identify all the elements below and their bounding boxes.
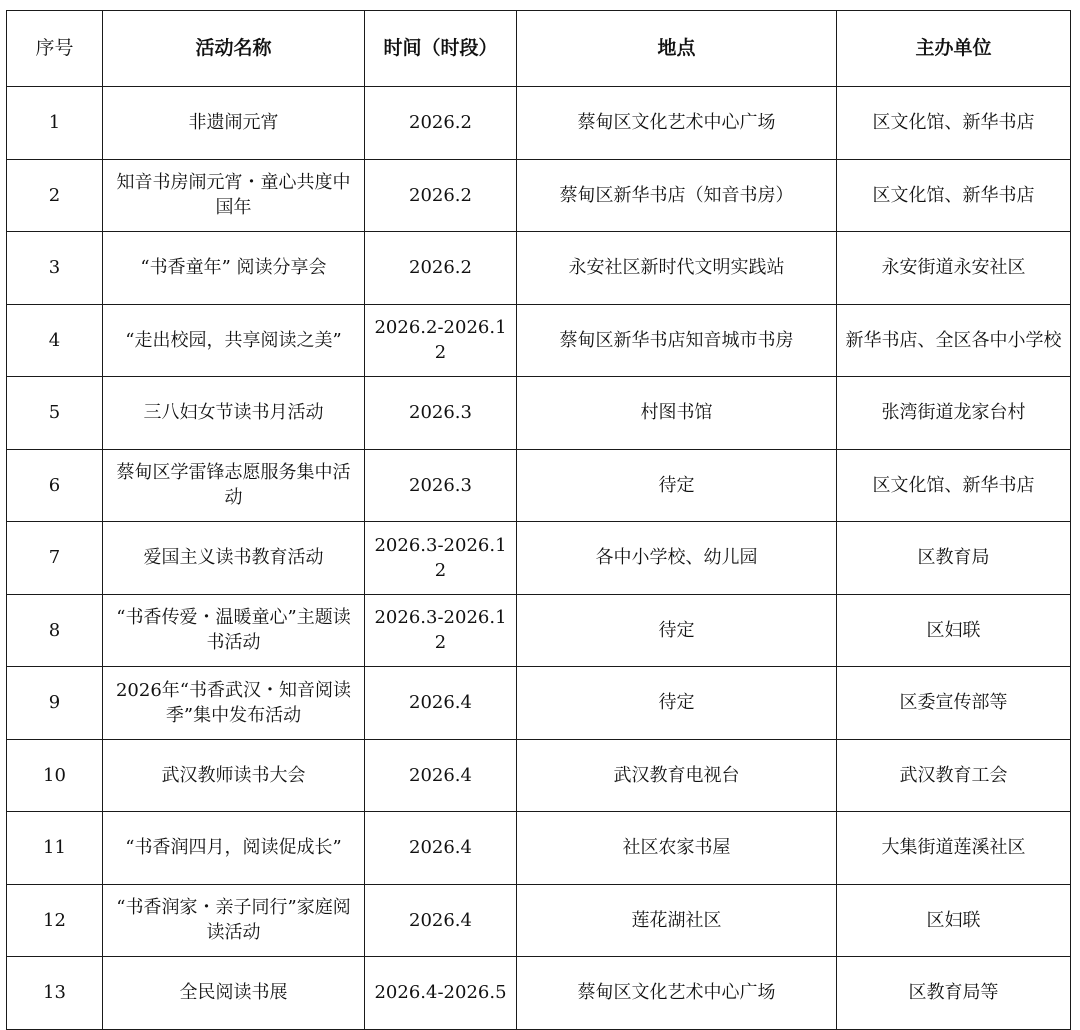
cell-organizer: 张湾街道龙家台村 bbox=[837, 377, 1071, 450]
cell-location: 蔡甸区文化艺术中心广场 bbox=[517, 87, 837, 160]
cell-serial-number: 12 bbox=[7, 884, 103, 957]
cell-time-period: 2026.4-2026.5 bbox=[365, 957, 517, 1030]
table-body bbox=[7, 87, 1071, 1030]
cell-organizer: 区文化馆、新华书店 bbox=[837, 449, 1071, 522]
cell-time-period: 2026.4 bbox=[365, 812, 517, 885]
table-row bbox=[7, 812, 1071, 885]
table-row bbox=[7, 377, 1071, 450]
cell-serial-number: 13 bbox=[7, 957, 103, 1030]
cell-organizer: 区委宣传部等 bbox=[837, 667, 1071, 740]
cell-serial-number: 5 bbox=[7, 377, 103, 450]
cell-location: 待定 bbox=[517, 594, 837, 667]
cell-serial-number: 1 bbox=[7, 87, 103, 160]
cell-serial-number: 9 bbox=[7, 667, 103, 740]
cell-serial-number: 3 bbox=[7, 232, 103, 305]
cell-time-period: 2026.4 bbox=[365, 739, 517, 812]
cell-time-period: 2026.2-2026.12 bbox=[365, 304, 517, 377]
cell-time-period: 2026.2 bbox=[365, 159, 517, 232]
table-row bbox=[7, 232, 1071, 305]
cell-location: 永安社区新时代文明实践站 bbox=[517, 232, 837, 305]
header-time-period: 时间（时段） bbox=[365, 11, 517, 87]
cell-activity-name: 知音书房闹元宵・童心共度中国年 bbox=[103, 159, 365, 232]
cell-time-period: 2026.2 bbox=[365, 232, 517, 305]
cell-activity-name: 三八妇女节读书月活动 bbox=[103, 377, 365, 450]
cell-organizer: 武汉教育工会 bbox=[837, 739, 1071, 812]
table-row bbox=[7, 739, 1071, 812]
cell-location: 蔡甸区新华书店知音城市书房 bbox=[517, 304, 837, 377]
cell-organizer: 区妇联 bbox=[837, 884, 1071, 957]
cell-organizer: 永安街道永安社区 bbox=[837, 232, 1071, 305]
cell-time-period: 2026.2 bbox=[365, 87, 517, 160]
cell-organizer: 区教育局等 bbox=[837, 957, 1071, 1030]
cell-organizer: 区妇联 bbox=[837, 594, 1071, 667]
cell-activity-name: “书香润家・亲子同行”家庭阅读活动 bbox=[103, 884, 365, 957]
cell-activity-name: 2026年“书香武汉・知音阅读季”集中发布活动 bbox=[103, 667, 365, 740]
table-row bbox=[7, 594, 1071, 667]
cell-activity-name: “书香童年” 阅读分享会 bbox=[103, 232, 365, 305]
header-location: 地点 bbox=[517, 11, 837, 87]
cell-serial-number: 6 bbox=[7, 449, 103, 522]
table-row bbox=[7, 159, 1071, 232]
cell-activity-name: 爱国主义读书教育活动 bbox=[103, 522, 365, 595]
table-row bbox=[7, 522, 1071, 595]
cell-activity-name: 非遗闹元宵 bbox=[103, 87, 365, 160]
cell-time-period: 2026.4 bbox=[365, 667, 517, 740]
cell-activity-name: 蔡甸区学雷锋志愿服务集中活动 bbox=[103, 449, 365, 522]
cell-time-period: 2026.3-2026.12 bbox=[365, 522, 517, 595]
cell-location: 待定 bbox=[517, 667, 837, 740]
cell-serial-number: 7 bbox=[7, 522, 103, 595]
cell-organizer: 区文化馆、新华书店 bbox=[837, 87, 1071, 160]
table-row bbox=[7, 87, 1071, 160]
cell-organizer: 区文化馆、新华书店 bbox=[837, 159, 1071, 232]
table-row bbox=[7, 304, 1071, 377]
cell-location: 蔡甸区文化艺术中心广场 bbox=[517, 957, 837, 1030]
cell-activity-name: “书香传爱・温暖童心”主题读书活动 bbox=[103, 594, 365, 667]
cell-location: 村图书馆 bbox=[517, 377, 837, 450]
cell-location: 待定 bbox=[517, 449, 837, 522]
cell-location: 各中小学校、幼儿园 bbox=[517, 522, 837, 595]
cell-time-period: 2026.3 bbox=[365, 377, 517, 450]
table-row bbox=[7, 957, 1071, 1030]
cell-serial-number: 11 bbox=[7, 812, 103, 885]
cell-organizer: 新华书店、全区各中小学校 bbox=[837, 304, 1071, 377]
table-row bbox=[7, 667, 1071, 740]
cell-organizer: 大集街道莲溪社区 bbox=[837, 812, 1071, 885]
cell-time-period: 2026.4 bbox=[365, 884, 517, 957]
cell-time-period: 2026.3 bbox=[365, 449, 517, 522]
table-header bbox=[7, 11, 1071, 87]
header-serial-number: 序号 bbox=[7, 11, 103, 87]
header-activity-name: 活动名称 bbox=[103, 11, 365, 87]
cell-serial-number: 4 bbox=[7, 304, 103, 377]
table-row bbox=[7, 449, 1071, 522]
cell-organizer: 区教育局 bbox=[837, 522, 1071, 595]
cell-location: 蔡甸区新华书店（知音书房） bbox=[517, 159, 837, 232]
table-row bbox=[7, 884, 1071, 957]
cell-activity-name: “书香润四月，阅读促成长” bbox=[103, 812, 365, 885]
header-row bbox=[7, 11, 1071, 87]
cell-activity-name: 武汉教师读书大会 bbox=[103, 739, 365, 812]
header-organizer: 主办单位 bbox=[837, 11, 1071, 87]
cell-location: 莲花湖社区 bbox=[517, 884, 837, 957]
cell-serial-number: 2 bbox=[7, 159, 103, 232]
cell-time-period: 2026.3-2026.12 bbox=[365, 594, 517, 667]
cell-location: 武汉教育电视台 bbox=[517, 739, 837, 812]
cell-activity-name: “走出校园，共享阅读之美” bbox=[103, 304, 365, 377]
cell-serial-number: 10 bbox=[7, 739, 103, 812]
cell-location: 社区农家书屋 bbox=[517, 812, 837, 885]
cell-serial-number: 8 bbox=[7, 594, 103, 667]
cell-activity-name: 全民阅读书展 bbox=[103, 957, 365, 1030]
activity-schedule-table bbox=[6, 10, 1071, 1030]
